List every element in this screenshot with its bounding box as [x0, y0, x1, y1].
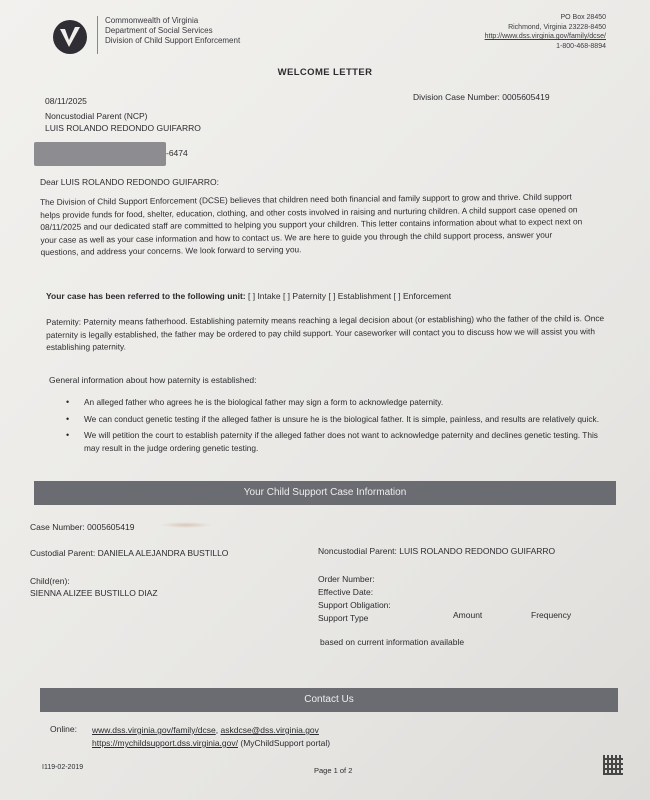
custodial-parent: Custodial Parent: DANIELA ALEJANDRA BUSTILLO: [30, 548, 229, 558]
virginia-logo-icon: [52, 19, 88, 55]
intro-paragraph: The Division of Child Support Enforcement (DCSE) believes that children need both financial and family support to grow and thrive. Child support helps provide funds for food, shelter, education, clothing, and other costs involved in raising and nurturing children. A child support case opened on 08/11/2025 and our dedicated staff are committed to helping you support your children. This letter contains information about what to expect next on your case as well as your case information and how to contact us. We are here to guide you through the child support process, answer your questions, and address your concerns. We look forward to serving you.: [40, 191, 583, 257]
contact-band: Contact Us: [40, 688, 618, 712]
referral-line: [46, 291, 451, 302]
header-divider: [97, 16, 98, 54]
frequency-header: Frequency: [531, 610, 572, 620]
referral-units: [ ] Intake [ ] Paternity [ ] Establishment [ ] Enforcement: [248, 291, 452, 301]
agency-name: [105, 16, 240, 46]
paper-smudge: [160, 522, 212, 528]
contact-links: www.dss.virginia.gov/family/dcse, askdcse@dss.virginia.gov: [92, 725, 319, 735]
redacted-address: [34, 142, 166, 166]
case-number: Case Number: 0005605419: [30, 522, 135, 532]
bullet-icon: •: [66, 430, 70, 440]
paternity-paragraph: Paternity: Paternity means fatherhood. Establishing paternity means reaching a legal decision about (or establishing) who the father of the child is. Once paternity is legally established, the father may be ordered to pay child support. Your caseworker will contact you to discuss how we will assist you with establishing paternity.: [46, 313, 605, 352]
agency-line: Commonwealth of Virginia: [105, 16, 199, 25]
bullet-icon: •: [66, 397, 70, 407]
page-number: Page 1 of 2: [314, 766, 353, 775]
portal-line: [92, 738, 330, 749]
amount-header: Amount: [453, 610, 483, 620]
salutation: Dear LUIS ROLANDO REDONDO GUIFARRO:: [40, 177, 220, 187]
list-item: [66, 429, 614, 454]
address-line: PO Box 28450: [560, 14, 606, 21]
recipient-role: Noncustodial Parent (NCP): [45, 111, 148, 121]
case-info-band: Your Child Support Case Information: [34, 481, 616, 505]
qr-code-icon: [603, 755, 623, 775]
agency-phone: 1-800-468-8894: [556, 42, 606, 50]
portal-label: (MyChildSupport portal): [240, 738, 331, 748]
online-label: Online:: [50, 724, 77, 734]
agency-line: Division of Child Support Enforcement: [105, 36, 241, 45]
askdcse-email-link[interactable]: askdcse@dss.virginia.gov: [220, 725, 319, 735]
bullet-text: We will petition the court to establish paternity if the alleged father does not want to acknowledge paternity and declines genetic testing. This may result in the judge ordering genetic testing.: [84, 430, 598, 453]
general-info-heading: General information about how paternity is established:: [49, 375, 257, 385]
letter-title: WELCOME LETTER: [277, 67, 373, 78]
order-number-label: Order Number:: [318, 574, 375, 584]
effective-date-label: Effective Date:: [318, 587, 374, 597]
bullet-text: We can conduct genetic testing if the alleged father is unsure he is the biological father. It is simple, painless, and results are relatively quick.: [84, 413, 599, 424]
division-case-number: Division Case Number: 0005605419: [413, 92, 550, 102]
list-item: [66, 413, 614, 426]
account-suffix: -6474: [166, 148, 188, 158]
child-name: SIENNA ALIZEE BUSTILLO DIAZ: [30, 588, 158, 598]
children-label: Child(ren):: [30, 576, 70, 586]
address-line: Richmond, Virginia 23228-8450: [508, 23, 606, 31]
agency-line: Department of Social Services: [105, 26, 213, 35]
noncustodial-parent: Noncustodial Parent: LUIS ROLANDO REDONDO GUIFARRO: [318, 546, 556, 556]
agency-address: [485, 13, 606, 51]
info-note: based on current information available: [320, 637, 465, 647]
support-obligation-label: Support Obligation:: [318, 600, 391, 610]
recipient-name: LUIS ROLANDO REDONDO GUIFARRO: [45, 123, 201, 133]
letter-date: 08/11/2025: [45, 96, 87, 106]
bullet-list: [66, 396, 614, 454]
bullet-text: An alleged father who agrees he is the biological father may sign a form to acknowledge paternity.: [84, 397, 444, 407]
referral-label: Your case has been referred to the following unit:: [46, 291, 246, 301]
agency-website-link[interactable]: http://www.dss.virginia.gov/family/dcse/: [484, 33, 606, 40]
list-item: [66, 396, 614, 409]
support-type-header: Support Type: [318, 613, 369, 623]
dcse-website-link[interactable]: www.dss.virginia.gov/family/dcse: [92, 725, 216, 735]
form-code: I119-02-2019: [42, 764, 84, 771]
bullet-icon: •: [66, 413, 70, 424]
mychildsupport-portal-link[interactable]: https://mychildsupport.dss.virginia.gov/: [92, 738, 238, 748]
